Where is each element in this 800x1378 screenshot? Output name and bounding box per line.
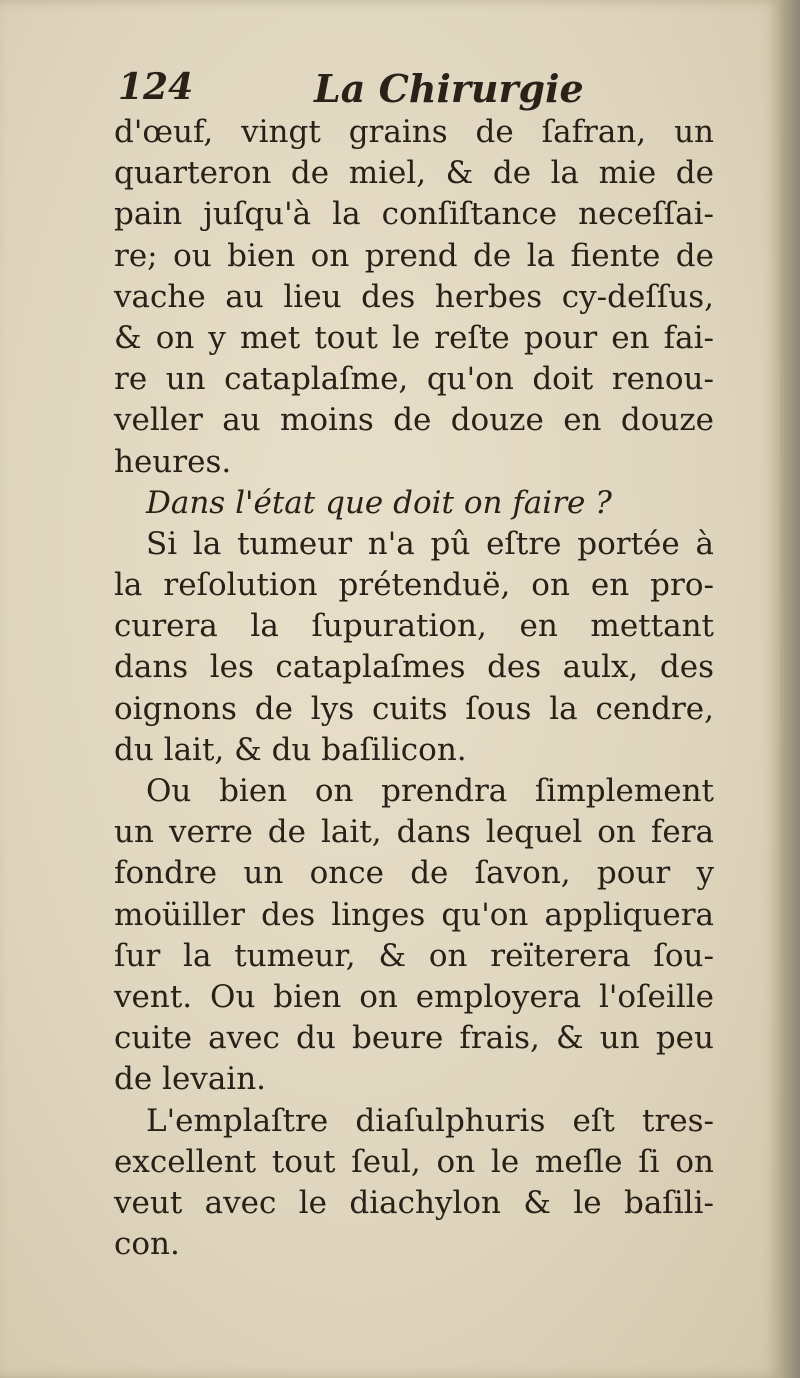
text-line: vache au lieu des herbes cy-deſſus, bbox=[114, 278, 714, 315]
text-line: moüiller des linges qu'on appliquera bbox=[114, 896, 714, 933]
text-line: d'œuf, vingt grains de ſafran, un bbox=[114, 114, 714, 150]
text-line: Si la tumeur n'a pû eſtre portée à bbox=[146, 525, 714, 562]
text-line: con. bbox=[114, 1226, 180, 1263]
text-line: oignons de lys cuits ſous la cendre, bbox=[114, 690, 714, 727]
text-line: de levain. bbox=[114, 1061, 267, 1098]
text-line: du lait, & du baſilicon. bbox=[114, 731, 467, 768]
text-line: la reſolution prétenduë, on en pro- bbox=[114, 567, 714, 604]
question-heading: Dans l'état que doit on faire ? bbox=[146, 484, 612, 521]
text-line: fondre un once de ſavon, pour y bbox=[114, 855, 714, 892]
page-number: 124 bbox=[118, 66, 194, 108]
text-line: excellent tout ſeul, on le meſle ſi on bbox=[114, 1143, 714, 1180]
text-line: heures. bbox=[114, 443, 232, 480]
text-line: quarteron de miel, & de la mie de bbox=[114, 155, 714, 192]
text-line: cuite avec du beure frais, & un peu bbox=[114, 1020, 714, 1057]
text-line: re un cataplaſme, qu'on doit renou- bbox=[114, 361, 714, 398]
text-line: vent. Ou bien on employera l'oſeille bbox=[114, 978, 714, 1015]
page-edge bbox=[780, 0, 800, 1378]
text-line: ſur la tumeur, & on reïterera ſou- bbox=[114, 937, 714, 974]
body-text bbox=[114, 112, 714, 1265]
text-line: un verre de lait, dans lequel on fera bbox=[114, 814, 714, 851]
text-line: pain juſqu'à la conſiſtance neceſſai- bbox=[114, 196, 714, 233]
text-line: re; ou bien on prend de la fiente de bbox=[114, 237, 714, 274]
text-line: dans les cataplaſmes des aulx, des bbox=[114, 649, 714, 686]
text-line: Ou bien on prendra ſimplement bbox=[146, 773, 714, 809]
text-line: curera la ſupuration, en mettant bbox=[114, 608, 714, 645]
text-line: veut avec le diachylon & le baſili- bbox=[114, 1184, 714, 1221]
text-line: veller au moins de douze en douze bbox=[114, 402, 714, 439]
text-line: L'emplaſtre diaſulphuris eſt tres- bbox=[146, 1102, 714, 1139]
page-header bbox=[118, 62, 718, 112]
running-title: La Chirurgie bbox=[314, 66, 584, 111]
text-line: & on y met tout le reſte pour en fai- bbox=[114, 319, 714, 356]
